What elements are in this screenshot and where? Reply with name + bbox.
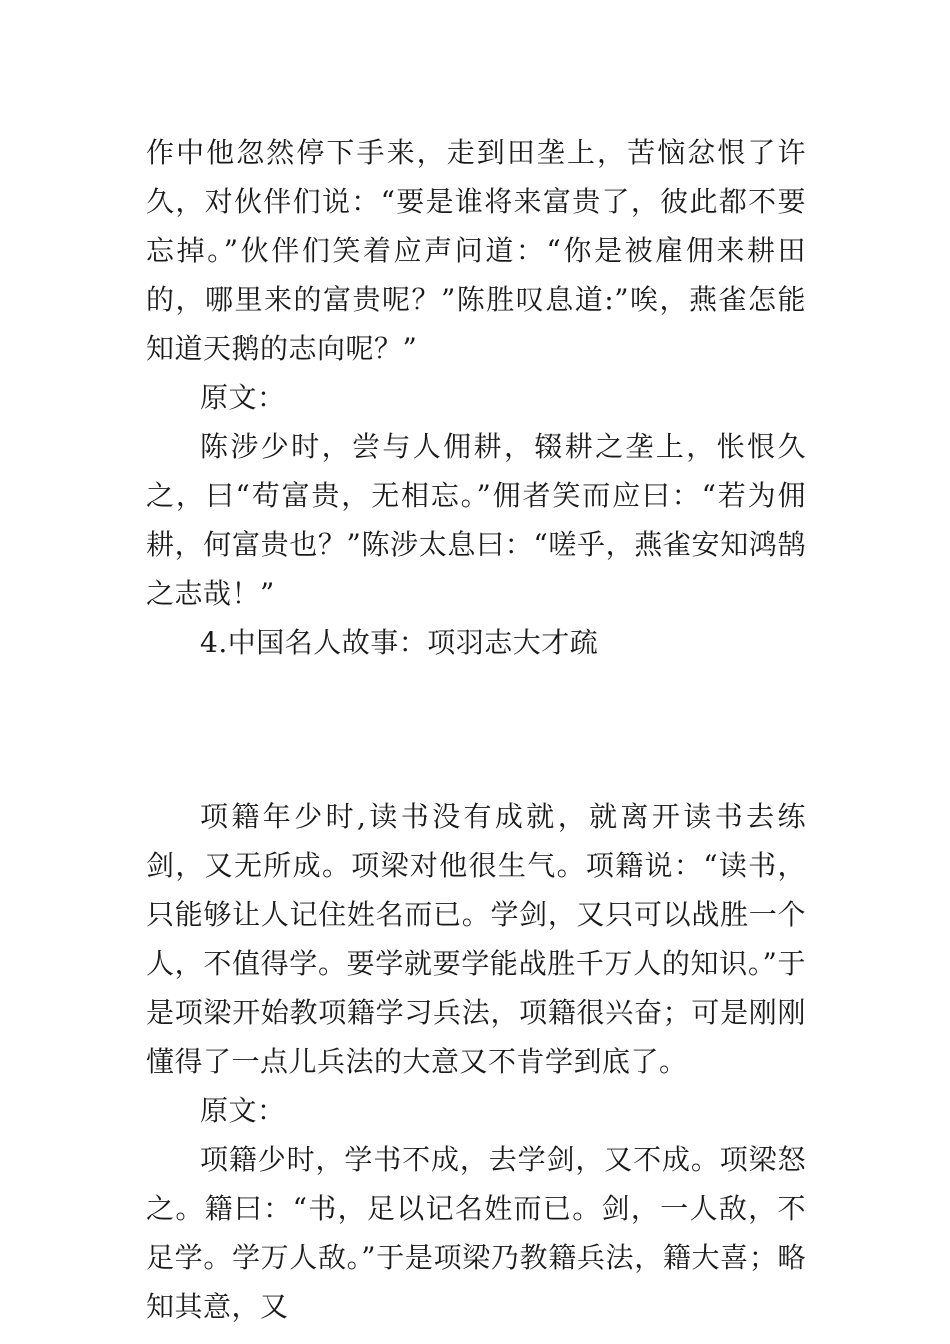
section-heading-xiang-yu: 4.中国名人故事：项羽志大才疏 — [200, 626, 599, 659]
paragraph-original-label: 原文： — [200, 381, 286, 414]
paragraph-chen-sheng-original: 陈涉少时，尝与人佣耕，辍耕之垄上，怅恨久之，曰“苟富贵，无相忘。”佣者笑而应曰：“若为佣耕，何富贵也？”陈涉太息曰：“嗟乎，燕雀安知鸿鹄之志哉！” — [146, 430, 806, 610]
paragraph-original-label-2: 原文： — [200, 1094, 286, 1127]
paragraph-chen-sheng-translation: 作中他忽然停下手来，走到田垄上，苦恼忿恨了许久，对伙伴们说：“要是谁将来富贵了，彼此都不要忘掉。”伙伴们笑着应声问道：“你是被雇佣来耕田的，哪里来的富贵呢？”陈胜叹息道:”唉，燕雀怎能知道天鹅的志向呢？” — [146, 136, 806, 365]
paragraph-xiang-yu-translation: 项籍年少时,读书没有成就，就离开读书去练剑，又无所成。项梁对他很生气。项籍说：“读书，只能够让人记住姓名而已。学剑，又只可以战胜一个人，不值得学。要学就要学能战胜千万人的知识。”于是项梁开始教项籍学习兵法，项籍很兴奋；可是刚刚懂得了一点儿兵法的大意又不肯学到底了。 — [146, 800, 806, 1078]
paragraph-xiang-yu-original: 项籍少时，学书不成，去学剑，又不成。项梁怒之。籍曰：“书，足以记名姓而已。剑，一人敌，不足学。学万人敌。”于是项梁乃教籍兵法，籍大喜；略知其意，又 — [146, 1143, 806, 1323]
document-page — [146, 128, 806, 1331]
section-spacer — [146, 667, 806, 792]
